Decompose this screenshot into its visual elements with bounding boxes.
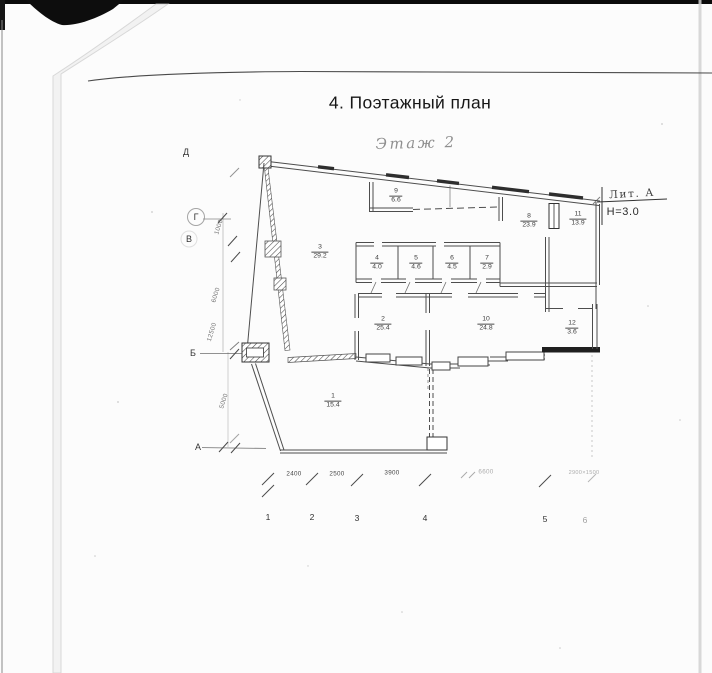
axis-number-6: 6	[582, 515, 588, 525]
room-label-7: 7 2.9	[482, 254, 492, 271]
scan-ink-blob	[26, 0, 124, 25]
ceiling-height-label: Н=3.0	[606, 206, 640, 218]
axis-number-4: 4	[422, 513, 428, 523]
section-title: 4. Поэтажный план	[328, 92, 492, 113]
room-label-2: 2 25.4	[376, 315, 390, 332]
room-label-9: 9 6.6	[391, 187, 401, 204]
axis-letter-v: В	[185, 234, 193, 244]
dim-12500: 12500	[205, 321, 219, 343]
room-label-5: 5 4.6	[411, 254, 421, 271]
dim-3900: 3900	[384, 469, 400, 477]
axis-letter-g: Г	[193, 212, 199, 222]
dim-6600: 6600	[478, 468, 494, 476]
axis-letter-b: Б	[190, 348, 196, 358]
dim-2400: 2400	[286, 470, 302, 478]
axis-number-2: 2	[309, 512, 315, 522]
axis-number-3: 3	[354, 513, 360, 523]
dim-1000: 1000	[213, 218, 225, 236]
header-rule	[88, 72, 712, 82]
floor-subtitle: Этаж 2	[375, 132, 457, 154]
room-label-8: 8 23.9	[522, 212, 536, 229]
axis-letter-a: А	[194, 442, 202, 452]
axis-number-1: 1	[265, 512, 271, 522]
page-curl-edge	[53, 4, 168, 673]
room-label-11: 11 13.9	[571, 210, 585, 227]
room-label-4: 4 4.0	[372, 254, 382, 271]
room-label-3: 3 29.2	[313, 243, 327, 260]
room-label-12: 12 3.6	[567, 319, 577, 336]
axis-number-5: 5	[542, 514, 548, 524]
room-label-6: 6 4.5	[447, 254, 457, 271]
room-label-10: 10 24.8	[479, 315, 493, 332]
dim-5000: 5000	[218, 392, 230, 410]
dim-2500: 2500	[329, 470, 345, 478]
room-label-1: 1 15.4	[326, 392, 340, 409]
building-letter-label: Лит. А	[608, 186, 656, 202]
dim-6000: 6000	[210, 286, 222, 304]
axis-letter-d: Д	[182, 147, 190, 157]
dim-2900x1500: 2900×1500	[568, 470, 600, 476]
